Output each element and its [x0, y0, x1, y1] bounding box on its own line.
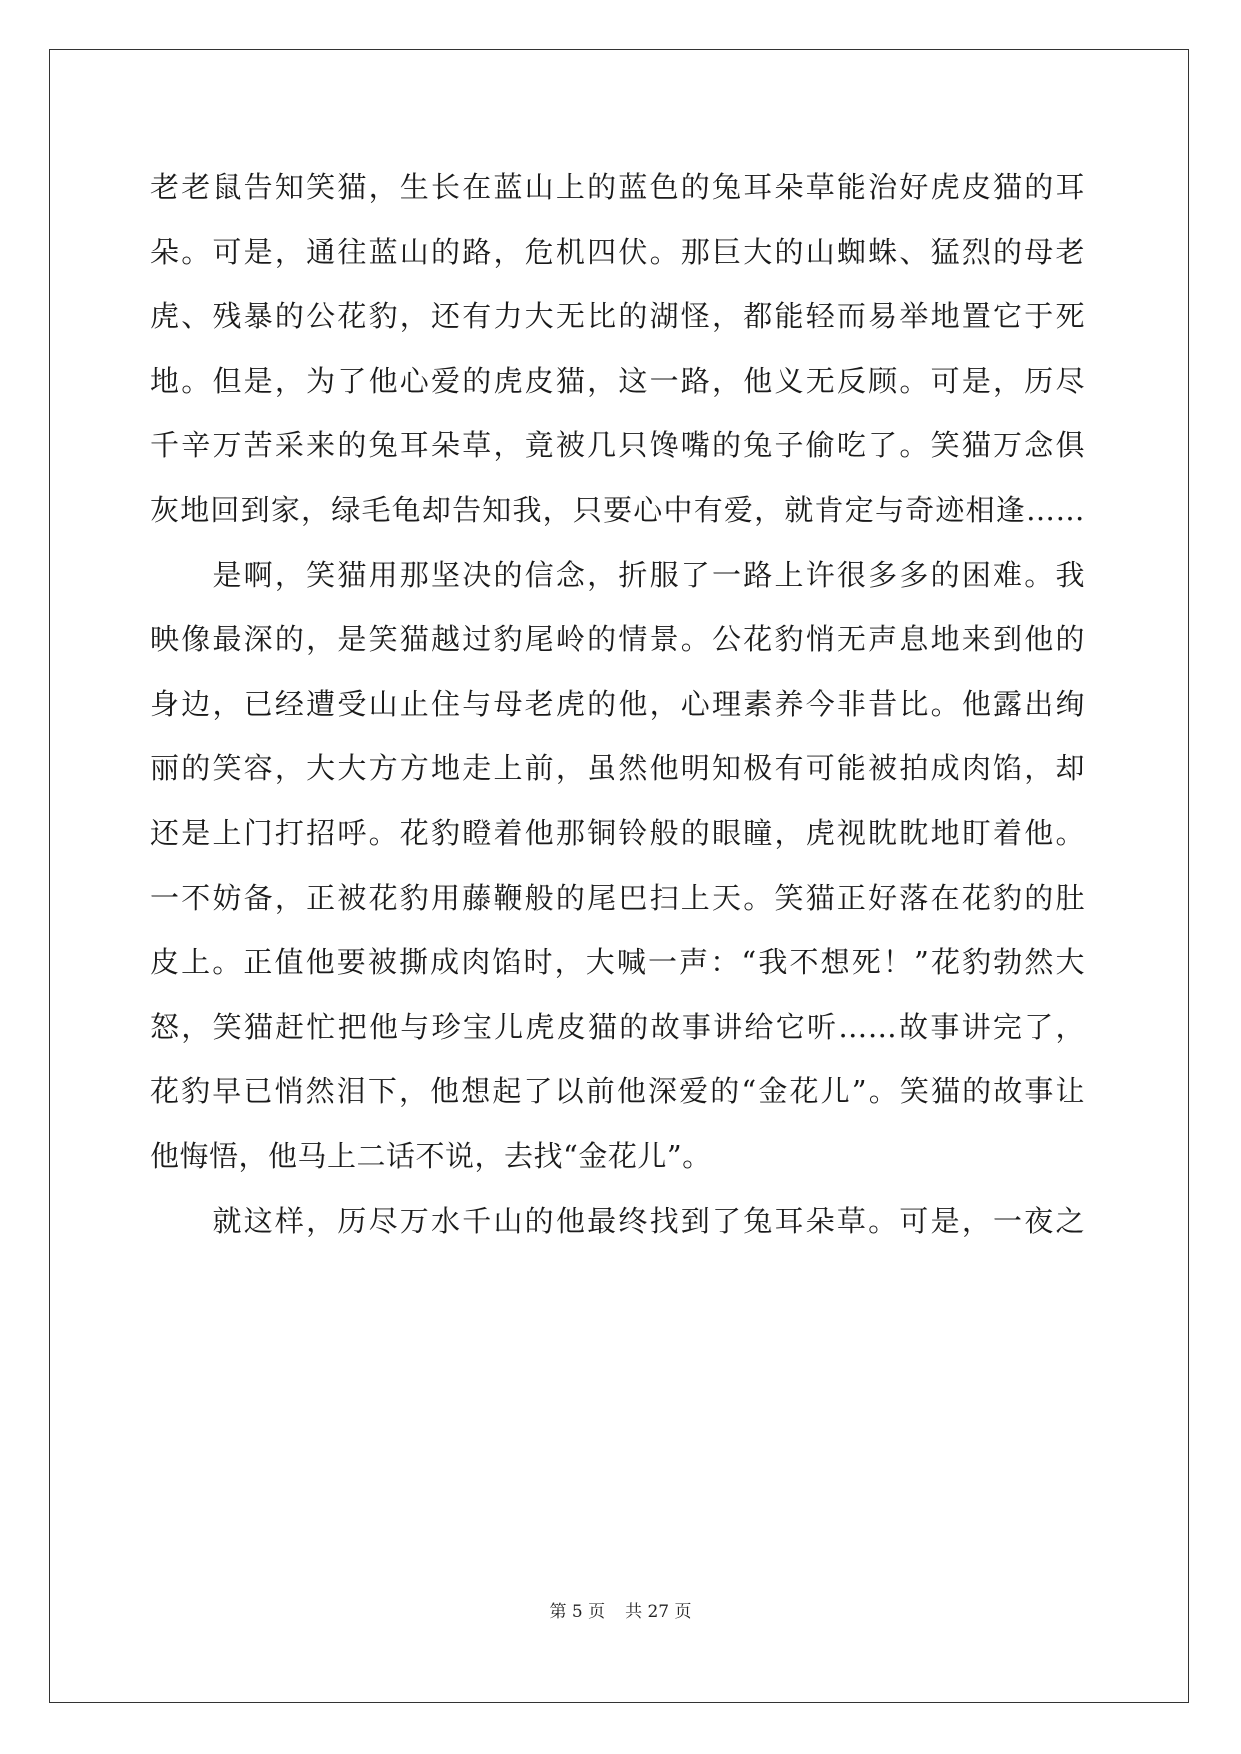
- text-line: 就这样，历尽万水千山的他最终找到了兔耳朵草。可是，一夜之: [150, 1203, 1085, 1238]
- text-line: 皮上。正值他要被撕成肉馅时，大喊一声：“我不想死！”花豹勃然大: [150, 945, 1085, 980]
- text-line: 还是上门打招呼。花豹瞪着他那铜铃般的眼瞳，虎视眈眈地盯着他。: [150, 815, 1085, 850]
- page-footer: [0, 1597, 1241, 1622]
- text-line: 老老鼠告知笑猫，生长在蓝山上的蓝色的兔耳朵草能治好虎皮猫的耳: [150, 170, 1085, 204]
- total-pages: 共 27 页: [625, 1602, 692, 1622]
- text-line: 虎、残暴的公花豹，还有力大无比的湖怪，都能轻而易举地置它于死: [150, 299, 1085, 334]
- text-line: 朵。可是，通往蓝山的路，危机四伏。那巨大的山蜘蛛、猛烈的母老: [150, 234, 1085, 269]
- text-line: 是啊，笑猫用那坚决的信念，折服了一路上许很多多的困难。我: [150, 557, 1085, 592]
- text-line: 怒，笑猫赶忙把他与珍宝儿虎皮猫的故事讲给它听……故事讲完了，: [150, 1009, 1085, 1044]
- text-line: 千辛万苦采来的兔耳朵草，竟被几只馋嘴的兔子偷吃了。笑猫万念俱: [150, 428, 1085, 463]
- text-line: 映像最深的，是笑猫越过豹尾岭的情景。公花豹悄无声息地来到他的: [150, 622, 1085, 657]
- text-line: 他悔悟，他马上二话不说，去找“金花儿”。: [150, 1138, 712, 1173]
- text-line: 身边，已经遭受山止住与母老虎的他，心理素养今非昔比。他露出绚: [150, 686, 1085, 721]
- text-line: 一不妨备，正被花豹用藤鞭般的尾巴扫上天。笑猫正好落在花豹的肚: [150, 880, 1085, 915]
- page-number: 第 5 页: [549, 1602, 606, 1622]
- document-body: [150, 155, 1085, 1253]
- text-line: 地。但是，为了他心爱的虎皮猫，这一路，他义无反顾。可是，历尽: [150, 363, 1085, 398]
- text-line: 灰地回到家，绿毛龟却告知我，只要心中有爱，就肯定与奇迹相逢……: [150, 492, 1085, 527]
- text-line: 花豹早已悄然泪下，他想起了以前他深爱的“金花儿”。笑猫的故事让: [150, 1074, 1085, 1109]
- text-line: 丽的笑容，大大方方地走上前，虽然他明知极有可能被拍成肉馅，却: [150, 751, 1085, 786]
